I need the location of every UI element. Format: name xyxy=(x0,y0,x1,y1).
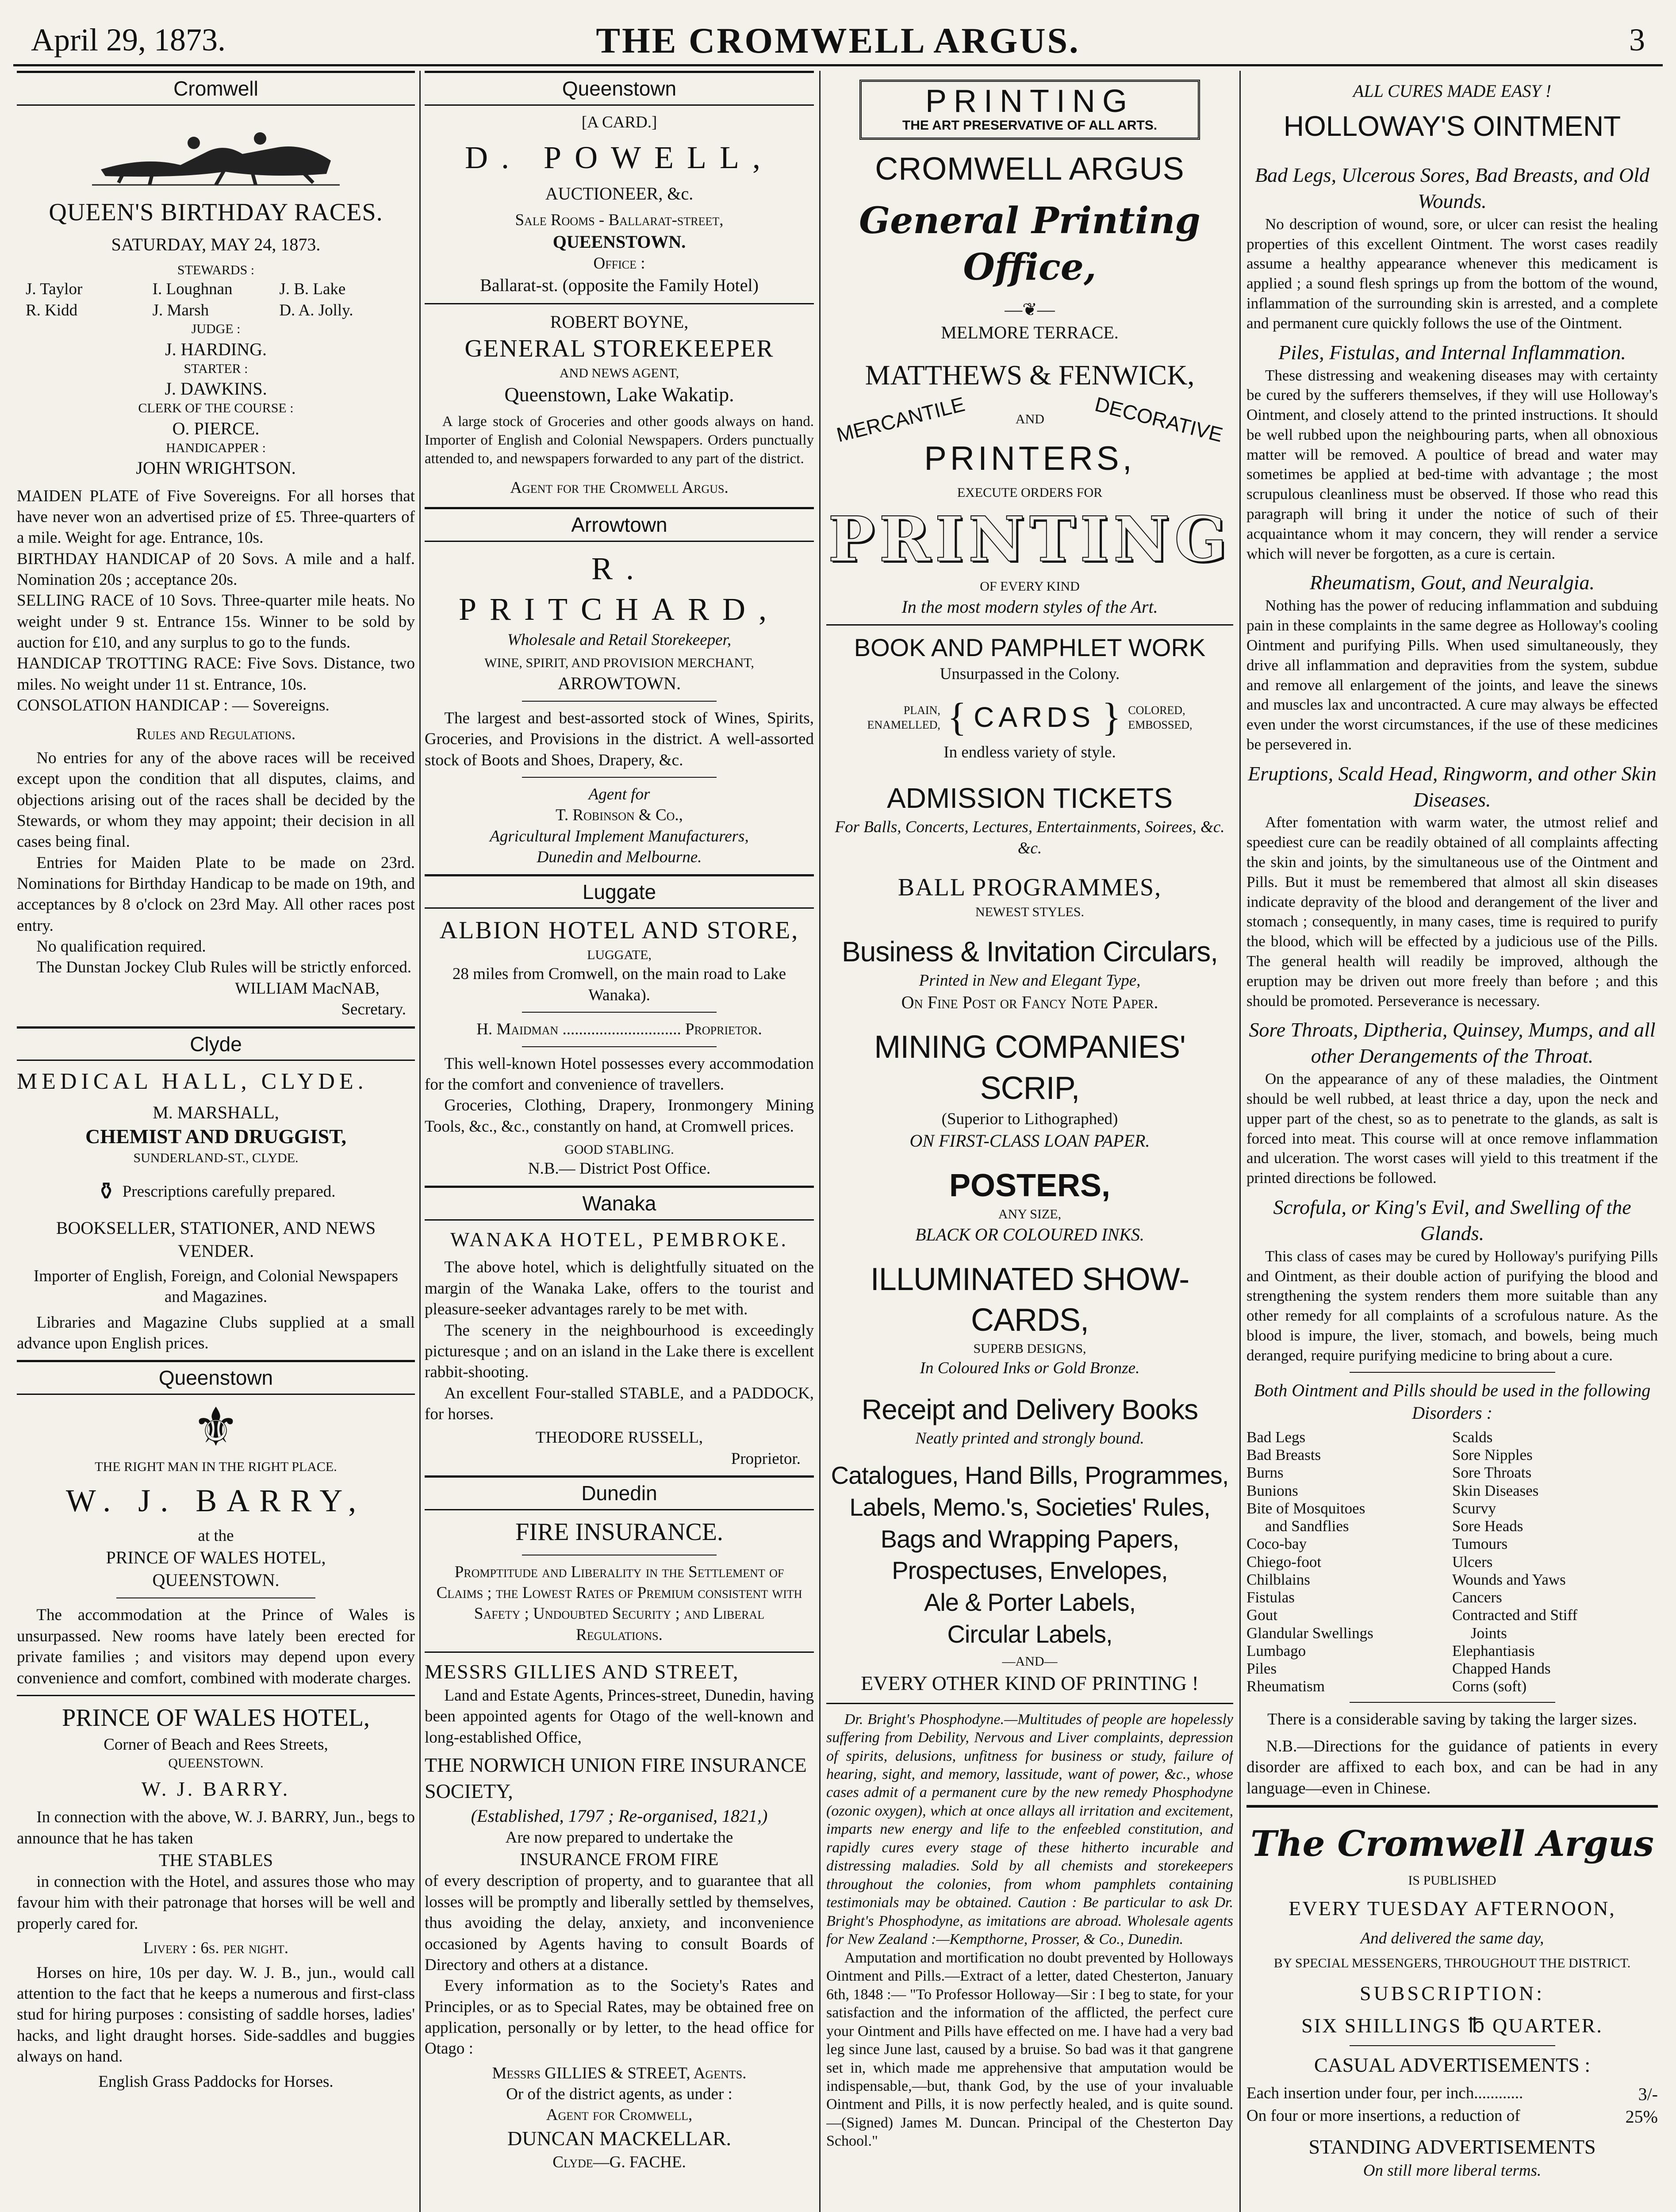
gold-bronze: In Coloured Inks or Gold Bronze. xyxy=(920,1359,1140,1377)
medical-hall-title: MEDICAL HALL, CLYDE. xyxy=(17,1069,368,1094)
norwich-agent-for: Agent for Cromwell, xyxy=(546,2106,693,2124)
matthews-fenwick: MATTHEWS & FENWICK, xyxy=(865,359,1195,391)
steward: I. Loughnan xyxy=(152,280,233,299)
norwich-text: of every description of property, and to guarantee that all losses will be promptly and liberally settled by themselves, thus avoiding the delay, anxiety, and inconvenience occasioned by Agents having to consult Boards of Directory and others at a distance. xyxy=(425,1872,814,1974)
barry-motto: THE RIGHT MAN IN THE RIGHT PLACE. xyxy=(95,1459,337,1475)
chemist-name: M. MARSHALL, xyxy=(153,1102,279,1122)
rules-text: Entries for Maiden Plate to be made on 23rd. Nominations for Birthday Handicap to be made on 19th, and acceptances by 8 o'clock on 23rd May. All other races post entry. xyxy=(17,853,415,935)
newest-styles: NEWEST STYLES. xyxy=(975,904,1085,919)
is-published: IS PUBLISHED xyxy=(1408,1873,1496,1888)
ball-programmes: BALL PROGRAMMES, xyxy=(897,873,1162,901)
mining-scrip: MINING COMPANIES' SCRIP, xyxy=(874,1029,1185,1106)
posters: POSTERS, xyxy=(949,1168,1111,1204)
disorder-item: and Sandflies xyxy=(1265,1517,1349,1535)
rules-text: The Dunstan Jockey Club Rules will be strictly enforced. xyxy=(36,958,412,977)
admission-for: For Balls, Concerts, Lectures, Entertainments, Soirees, &c. &c. xyxy=(835,818,1225,857)
column-rule xyxy=(419,71,421,2212)
section-heading: Dunedin xyxy=(425,1475,814,1510)
race-selling: SELLING RACE of 10 Sovs. Three-quarter mile heats. No weight under 9 st. Entrance 15s. Winner to be sold by auction for £10, and any surplus to go to the funds. xyxy=(17,591,415,652)
wanaka-proprietor: THEODORE RUSSELL, xyxy=(535,1429,703,1447)
wanaka-text3: An excellent Four-stalled STABLE, and a PADDOCK, for horses. xyxy=(425,1384,814,1423)
racehorse-engraving xyxy=(17,112,415,192)
powell-office: Office : xyxy=(593,254,645,273)
every-tuesday: EVERY TUESDAY AFTERNOON, xyxy=(1289,1897,1616,1920)
secretary-title: Secretary. xyxy=(341,1000,406,1019)
printing-banner-sub: THE ART PRESERVATIVE OF ALL ARTS. xyxy=(902,118,1158,133)
disorder-item: Sore Heads xyxy=(1452,1517,1523,1535)
holloway-para: These distressing and weakening diseases may with certainty be cured by the sufferers themselves, if they will use Holloway's Ointment, and closely attend to the printed instructions. It should be well rubbed upon the neighbouring parts, when all obnoxious matter will be removed. A poultice of bread and water may sometimes be applied at bed-time with advantage ; the most scrupulous cleanliness must be observed. If those who read this paragraph will bring it under the notice of such of their acquaintance whom it may concern, they will render a service which will never be forgotten, as a cure is certain. xyxy=(1246,366,1658,562)
pritchard-robinson: T. Robinson & Co., xyxy=(556,806,683,825)
race-trotting: HANDICAP TROTTING RACE: Five Sovs. Distance, two miles. No weight under 11 st. Entrance, 10s. xyxy=(17,654,415,694)
disorders-left xyxy=(1246,1429,1452,1696)
race-consolation: CONSOLATION HANDICAP : — Sovereigns. xyxy=(17,696,330,715)
fire-text: Promptitude and Liberality in the Settlement of Claims ; the Lowest Rates of Premium consistent with Safety ; Undoubted Security ; and Liberal Regulations. xyxy=(436,1563,802,1644)
column-2 xyxy=(425,71,814,2212)
pw-text3: Horses on hire, 10s per day. W. J. B., jun., would call attention to the fact that he keeps a numerous and first-class stud for hiring purposes : consisting of saddle horses, ladies' hacks, and light draught horses. Side-saddles and buggies always on hand. xyxy=(17,1963,415,2066)
fire-insurance-title: FIRE INSURANCE. xyxy=(515,1518,723,1546)
barry-name: W. J. BARRY, xyxy=(65,1482,366,1518)
boyne-town: Queenstown, Lake Wakatip. xyxy=(504,383,734,406)
post-paper: On Fine Post or Fancy Note Paper. xyxy=(901,992,1158,1013)
section-heading: Cromwell xyxy=(17,71,415,106)
holloway-para: Nothing has the power of reducing inflammation and subduing pain in these complaints in the same degree as Holloway's cooling Ointment and purifying Pills. When used simultaneously, they drive all inflammation and depravities from the system, subdue and remove all enlargement of the joints, and leave the sinews and muscles lax and uncontracted. A cure may always be effected even under the worst circumstances, if the use of these medicines be persevered in. xyxy=(1246,597,1658,753)
rules-text: No qualification required. xyxy=(36,937,206,956)
pritchard-cities: Dunedin and Melbourne. xyxy=(537,848,702,867)
norwich-mackellar: DUNCAN MACKELLAR. xyxy=(507,2127,731,2150)
every-other-printing: EVERY OTHER KIND OF PRINTING ! xyxy=(861,1671,1199,1694)
barry-text: The accommodation at the Prince of Wales is unsurpassed. New rooms have lately been erected for private families ; and visitors may depend upon every convenience and comfort, combined with moderate charges. xyxy=(17,1606,415,1687)
clerk-name: O. PIERCE. xyxy=(172,418,260,438)
enamelled-label: ENAMELLED, xyxy=(867,718,940,731)
boyne-trade: GENERAL STOREKEEPER xyxy=(464,334,774,362)
pw-text2: in connection with the Hotel, and assures those who may favour him with their patronage that horses will be well and properly cared for. xyxy=(17,1873,415,1933)
steward: D. A. Jolly. xyxy=(279,301,353,319)
column-rule xyxy=(819,71,821,2212)
powell-rooms: Sale Rooms - Ballarat-street, xyxy=(515,211,724,229)
colored-label: COLORED, xyxy=(1128,703,1185,717)
holloway-heading: Scrofula, or King's Evil, and Swelling of the Glands. xyxy=(1273,1195,1631,1244)
casual-rate-row xyxy=(1246,2083,1658,2105)
holloway-para: On the appearance of any of these maladies, the Ointment should be well rubbed, at least thrice a day, upon the neck and upper part of the chest, so as to penetrate to the glands, as salt is forced into meat. This course will at once remove inflammation and ulceration. The worst cases will yield to this treatment if the printed directions be followed. xyxy=(1246,1070,1658,1187)
races-date: SATURDAY, MAY 24, 1873. xyxy=(111,234,321,254)
any-size: ANY SIZE, xyxy=(998,1207,1062,1222)
holloway-para: After fomentation with warm water, the utmost relief and speediest cure can be readily obtained of all complaints affecting the skin and joints, by the simultaneous use of the Ointment and Pills. But it must be remembered that almost all skin diseases indicate depravity of the blood and derangement of the liver and stomach ; consequently, in many cases, time is required to purify the blood, which will be effected by a judicious use of the Pills. The general health will readily be improved, although the eruption may be driven out more freely than before ; and this should be promoted. Perseverance is necessary. xyxy=(1246,814,1658,1010)
disorder-item: Skin Diseases xyxy=(1452,1482,1539,1499)
rules-text: No entries for any of the above races will be received except upon the condition that all disputes, claims, and objections arising out of the races shall be decided by the Stewards, or whom they may appoint; their decision in all cases being final. xyxy=(17,749,415,851)
gillies-title: MESSRS GILLIES AND STREET, xyxy=(425,1660,739,1683)
reduction-row xyxy=(1246,2105,1658,2128)
pw-name: W. J. BARRY. xyxy=(141,1778,291,1801)
execute-orders: EXECUTE ORDERS FOR xyxy=(957,485,1103,500)
endless-variety: In endless variety of style. xyxy=(943,743,1116,761)
wanaka-title: WANAKA HOTEL, PEMBROKE. xyxy=(450,1228,789,1251)
norwich-established: (Established, 1797 ; Re-organised, 1821,) xyxy=(471,1805,768,1826)
prescriptions-line xyxy=(17,1176,415,1207)
pw-text: In connection with the above, W. J. BARRY, Jun., begs to announce that he has taken xyxy=(17,1808,415,1847)
norwich-text2: Every information as to the Society's Rates and Principles, or as to Special Rates, may be obtained free on application, personally or by letter, to the head office for Otago : xyxy=(425,1977,814,2058)
albion-post-office: N.B.— District Post Office. xyxy=(528,1160,711,1178)
section-heading: Arrowtown xyxy=(425,507,814,542)
disorder-item: Bad Legs xyxy=(1246,1428,1306,1446)
powell-address: Ballarat-st. (opposite the Family Hotel) xyxy=(480,275,759,296)
rules-heading: Rules and Regulations. xyxy=(136,725,296,744)
subscription-label: SUBSCRIPTION: xyxy=(1360,1982,1545,2005)
printing-list-item: Bags and Wrapping Papers, xyxy=(880,1525,1179,1553)
starter-label: STARTER : xyxy=(184,361,248,376)
amputation-ad: Amputation and mortification no doubt prevented by Holloways Ointment and Pills.—Extract of a letter, dated Chesterton, January 6th, 1848 :— "To Professor Holloway—Sir : I beg to state, for your satisfaction and the information of the afflicted, the perfect cure your Ointment and Pills have effected on me. I have had a very bad leg since June last, caused by a bruise. So bad was it that gangrene set in, which made me apprehensive that amputation would be indispensable,—but, thank God, by the use of your invaluable Ointment and Pills, it is now perfectly healed, and is quite sound.—(Signed) James M. Duncan. Principal of the Chesterton Day School." xyxy=(826,1949,1233,2150)
disorders-right xyxy=(1452,1429,1658,1696)
loan-paper: ON FIRST-CLASS LOAN PAPER. xyxy=(909,1131,1150,1151)
pritchard-agent: Agent for xyxy=(588,785,650,804)
saving-note: There is a considerable saving by taking the larger sizes. xyxy=(1267,1710,1637,1728)
prince-of-wales-feathers-icon: ⚜ xyxy=(192,1398,240,1457)
disorder-item: Coco-bay xyxy=(1246,1535,1307,1553)
elegant-type: Printed in New and Elegant Type, xyxy=(919,971,1141,990)
judge-label: JUDGE : xyxy=(191,322,241,337)
section-heading: Queenstown xyxy=(17,1360,415,1395)
decorative-label: DECORATIVE xyxy=(1093,392,1226,446)
mortar-pestle-icon: ⚱ xyxy=(96,1178,116,1205)
disorder-item: Gout xyxy=(1246,1606,1277,1624)
holloway-heading: Eruptions, Scald Head, Ringworm, and other Skin Diseases. xyxy=(1248,762,1657,811)
printing-list xyxy=(826,1459,1233,1650)
holloway-heading: Sore Throats, Diptheria, Quinsey, Mumps, and all other Derangements of the Throat. xyxy=(1249,1018,1656,1068)
disorder-item: Corns (soft) xyxy=(1452,1678,1527,1695)
argus-publisher-title: The Cromwell Argus xyxy=(1250,1823,1654,1865)
special-messengers: BY SPECIAL MESSENGERS, THROUGHOUT THE DISTRICT. xyxy=(1273,1956,1631,1971)
phosphodyne-ad: Dr. Bright's Phosphodyne.—Multitudes of people are hopelessly suffering from Debility, Nervous and Liver complaints, depression of spirits, delusions, unfitness for business or study, failure of hearing, sight, and memory, lassitude, want of power, &c., whose cases admit of a permanent cure by the new remedy Phosphodyne (ozonic oxygen), which at once allays all irritation and excitement, imparts new energy and life to the enfeebled constitution, and rapidly cures every stage of these hitherto incurable and distressing maladies. Sold by all chemists and storekeepers throughout the colonies, from whom pamphlets containing testimonials may be obtained. Caution : Be particular to ask Dr. Bright's Phosphodyne, as imitations are abroad. Wholesale agents for New Zealand :—Kempthorne, Prosser, & Co., Dunedin. xyxy=(826,1711,1233,1948)
barry-at: at the xyxy=(198,1526,234,1545)
holloway-heading: Piles, Fistulas, and Internal Inflammation. xyxy=(1278,341,1626,364)
subscription-price: SIX SHILLINGS ℔ QUARTER. xyxy=(1301,2014,1603,2037)
reduction-label: On four or more insertions, a reduction of xyxy=(1246,2107,1520,2125)
issue-date: April 29, 1873. xyxy=(31,22,226,58)
superior-litho: (Superior to Lithographed) xyxy=(941,1110,1118,1128)
races-title: QUEEN'S BIRTHDAY RACES. xyxy=(49,199,383,227)
mercantile-label: MERCANTILE xyxy=(834,392,967,446)
reduction-value: 25% xyxy=(1625,2107,1658,2127)
handicapper-name: JOHN WRIGHTSON. xyxy=(136,458,296,478)
and-label: AND xyxy=(1015,411,1044,426)
pw-corner: Corner of Beach and Rees Streets, xyxy=(104,1735,328,1754)
powell-town: QUEENSTOWN. xyxy=(552,231,686,252)
steward: J. Marsh xyxy=(152,301,209,319)
boyne-agent-argus: Agent for the Cromwell Argus. xyxy=(510,478,729,497)
stewards-list xyxy=(17,279,415,321)
importer-line: Importer of English, Foreign, and Colonial Newspapers and Magazines. xyxy=(33,1267,399,1306)
holloway-title: HOLLOWAY'S OINTMENT xyxy=(1283,110,1621,142)
pritchard-text: The largest and best-assorted stock of Wines, Spirits, Groceries, and Provisions in the district. A well-assorted stock of Boots and Shoes, Drapery, &c. xyxy=(425,709,814,769)
illuminated-showcards: ILLUMINATED SHOW-CARDS, xyxy=(870,1261,1189,1338)
disorder-item: Scurvy xyxy=(1452,1499,1496,1517)
casual-rate-label: Each insertion under four, per inch............ xyxy=(1246,2084,1523,2103)
receipt-books: Receipt and Delivery Books xyxy=(861,1394,1198,1426)
disorder-item: Bite of Mosquitoes xyxy=(1246,1499,1365,1517)
barry-hotel: PRINCE OF WALES HOTEL, xyxy=(106,1548,326,1568)
disorder-item: Glandular Swellings xyxy=(1246,1624,1373,1642)
superb-designs: SUPERB DESIGNS, xyxy=(973,1341,1086,1356)
norwich-insurance: INSURANCE FROM FIRE xyxy=(520,1849,719,1870)
albion-text: This well-known Hotel possesses every accommodation for the comfort and convenience of travellers. xyxy=(425,1054,814,1094)
starter-name: J. DAWKINS. xyxy=(165,379,267,399)
disorder-item: Chapped Hands xyxy=(1452,1660,1551,1678)
every-kind: OF EVERY KIND xyxy=(980,579,1080,594)
powell-trade: AUCTIONEER, &c. xyxy=(545,184,694,204)
disorder-item: Bad Breasts xyxy=(1246,1446,1321,1464)
printing-list-item: Circular Labels, xyxy=(947,1620,1112,1648)
business-circulars: Business & Invitation Circulars, xyxy=(841,935,1218,968)
liberal-terms: On still more liberal terms. xyxy=(1363,2162,1542,2180)
cards-left xyxy=(867,703,940,733)
pritchard-trade: Wholesale and Retail Storekeeper, xyxy=(507,631,732,649)
disorder-item: Sore Throats xyxy=(1452,1464,1532,1482)
albion-stabling: GOOD STABLING. xyxy=(564,1142,674,1157)
wanaka-text: The above hotel, which is delightfully situated on the margin of the Wanaka Lake, offers to the tourist and pleasure-seeker advantages rarely to be met with. xyxy=(425,1258,814,1319)
cards-title: CARDS xyxy=(974,701,1095,733)
column-3 xyxy=(826,71,1233,2212)
general-printing-office: General Printing Office, xyxy=(859,199,1200,288)
page-number: 3 xyxy=(1629,22,1645,58)
secretary-name: WILLIAM MacNAB, xyxy=(235,979,380,998)
section-heading: Queenstown xyxy=(425,71,814,106)
handicapper-label: HANDICAPPER : xyxy=(166,440,266,455)
section-heading: Luggate xyxy=(425,874,814,909)
pritchard-implements: Agricultural Implement Manufacturers, xyxy=(490,827,749,845)
pw-title: PRINCE OF WALES HOTEL, xyxy=(62,1704,370,1732)
column-rule xyxy=(1239,71,1241,2212)
stewards-label: STEWARDS : xyxy=(177,263,255,278)
pritchard-name: R. PRITCHARD, xyxy=(458,550,780,627)
printing-title: PRINTING xyxy=(828,503,1232,576)
disorder-item: Cancers xyxy=(1452,1589,1502,1606)
disorder-item: Tumours xyxy=(1452,1535,1508,1553)
disorder-item: Scalds xyxy=(1452,1428,1493,1446)
pw-grass: English Grass Paddocks for Horses. xyxy=(98,2073,334,2091)
printing-list-item: Prospectuses, Envelopes, xyxy=(892,1556,1168,1585)
disorders-list xyxy=(1246,1429,1658,1696)
race-maiden: MAIDEN PLATE of Five Sovereigns. For all horses that have never won an advertised prize of £5. Three-quarters of a mile. Weight for age. Entrance, 10s. xyxy=(17,487,415,547)
argus-title: CROMWELL ARGUS xyxy=(875,151,1185,187)
steward: R. Kidd xyxy=(26,301,78,319)
chemist-address: SUNDERLAND-ST., CLYDE. xyxy=(133,1150,299,1165)
judge-name: J. HARDING. xyxy=(165,339,267,359)
pritchard-town: ARROWTOWN. xyxy=(557,673,681,693)
section-heading: Wanaka xyxy=(425,1186,814,1221)
admission-tickets: ADMISSION TICKETS xyxy=(886,782,1173,814)
delivered-same-day: And delivered the same day, xyxy=(1360,1929,1544,1947)
disorder-item: Chiego-foot xyxy=(1246,1553,1322,1571)
disorder-item: Wounds and Yaws xyxy=(1452,1571,1566,1588)
column-4 xyxy=(1246,71,1658,2212)
casual-ads: CASUAL ADVERTISEMENTS : xyxy=(1314,2054,1591,2077)
norwich-title: THE NORWICH UNION FIRE INSURANCE SOCIETY, xyxy=(425,1753,807,1802)
casual-rate-value: 3/- xyxy=(1638,2084,1658,2104)
printers-title: PRINTERS, xyxy=(924,439,1135,477)
albion-text2: Groceries, Clothing, Drapery, Ironmongery Mining Tools, &c., &c., constantly on hand, at Cromwell prices. xyxy=(425,1096,814,1136)
column-1 xyxy=(17,71,415,2212)
boyne-agent: AND NEWS AGENT, xyxy=(559,365,679,380)
gillies-text: Land and Estate Agents, Princes-street, Dunedin, having been appointed agents for Otago of the well-known and long-established Office, xyxy=(425,1686,814,1747)
disorder-item: Ulcers xyxy=(1452,1553,1493,1571)
wanaka-proprietor-title: Proprietor. xyxy=(731,1449,801,1468)
inks: BLACK OR COLOURED INKS. xyxy=(915,1224,1144,1244)
disorder-item: Bunions xyxy=(1246,1482,1298,1499)
albion-town: LUGGATE, xyxy=(587,948,652,963)
standing-ads: STANDING ADVERTISEMENTS xyxy=(1308,2135,1596,2158)
section-heading: Clyde xyxy=(17,1026,415,1061)
printing-banner-title: PRINTING xyxy=(925,84,1134,119)
bookseller-line: BOOKSELLER, STATIONER, AND NEWS VENDER. xyxy=(56,1218,376,1261)
norwich-agents: Messrs GILLIES & STREET, Agents. xyxy=(492,2064,747,2082)
all-cures: ALL CURES MADE EASY ! xyxy=(1353,81,1552,101)
pw-stables: THE STABLES xyxy=(159,1850,273,1870)
disorder-item: Lumbago xyxy=(1246,1642,1306,1659)
book-pamphlet: BOOK AND PAMPHLET WORK xyxy=(854,633,1206,661)
racehorse-icon xyxy=(92,112,340,187)
steward: J. Taylor xyxy=(26,280,83,299)
disorder-item: Elephantiasis xyxy=(1452,1642,1535,1659)
pw-town: QUEENSTOWN. xyxy=(168,1755,264,1770)
wanaka-text2: The scenery in the neighbourhood is exceedingly picturesque ; and on an island in the Lake there is excellent rabbit-shooting. xyxy=(425,1321,814,1382)
masthead xyxy=(13,13,1663,66)
albion-distance: 28 miles from Cromwell, on the main road to Lake Wanaka). xyxy=(452,965,786,1004)
clerk-label: CLERK OF THE COURSE : xyxy=(138,401,294,416)
disorder-item: Rheumatism xyxy=(1246,1678,1325,1695)
barry-town: QUEENSTOWN. xyxy=(152,1570,280,1590)
pritchard-wine: WINE, SPIRIT, AND PROVISION MERCHANT, xyxy=(484,656,754,671)
prescriptions-text: Prescriptions carefully prepared. xyxy=(122,1183,336,1201)
directions-note: N.B.—Directions for the guidance of patients in every disorder are affixed to each box, and can be had in any language—even in Chinese. xyxy=(1246,1737,1658,1797)
embossed-label: EMBOSSED, xyxy=(1128,718,1193,731)
modern-styles: In the most modern styles of the Art. xyxy=(901,596,1158,617)
chemist-trade: CHEMIST AND DRUGGIST, xyxy=(85,1125,347,1148)
disorder-item: Fistulas xyxy=(1246,1589,1295,1606)
boyne-text: A large stock of Groceries and other goods always on hand. Importer of English and Colonial Newspapers. Orders punctually attended to, and newspapers forwarded to any part of the district. xyxy=(425,413,814,467)
holloway-heading: Bad Legs, Ulcerous Sores, Bad Breasts, and Old Wounds. xyxy=(1255,164,1649,212)
and-divider: —AND— xyxy=(1002,1654,1058,1669)
card-label: [A CARD.] xyxy=(581,113,657,131)
disorder-item: Burns xyxy=(1246,1464,1284,1482)
norwich-district: Or of the district agents, as under : xyxy=(506,2085,733,2104)
disorder-item: Joints xyxy=(1471,1624,1507,1642)
cards-right xyxy=(1128,703,1192,733)
neatly-bound: Neatly printed and strongly bound. xyxy=(915,1429,1144,1448)
race-birthday: BIRTHDAY HANDICAP of 20 Sovs. A mile and a half. Nomination 20s ; acceptance 20s. xyxy=(17,549,415,589)
plain-label: PLAIN, xyxy=(903,703,940,717)
steward: J. B. Lake xyxy=(279,280,346,299)
newspaper-title: THE CROMWELL ARGUS. xyxy=(596,20,1080,61)
norwich-clyde: Clyde—G. FACHE. xyxy=(552,2153,686,2171)
norwich-prepared: Are now prepared to undertake the xyxy=(505,1828,733,1847)
melmore-terrace: MELMORE TERRACE. xyxy=(941,322,1119,342)
holloway-heading: Rheumatism, Gout, and Neuralgia. xyxy=(1310,571,1595,594)
cards-line: PLAIN, ENAMELLED, { CARDS } COLORED, EMBOSSED, xyxy=(867,695,1193,739)
disorder-item: Chilblains xyxy=(1246,1571,1310,1588)
holloway-para: No description of wound, sore, or ulcer can resist the healing properties of this excellent Ointment. The worst cases readily assume a healthy appearance whenever this medicament is applied ; a sound flesh springs up from the bottom of the wound, inflammation of the surrounding skin is arrested, and a complete and permanent cure quickly follows the use of the Ointment. xyxy=(1246,215,1658,332)
pw-livery: Livery : 6s. per night. xyxy=(143,1939,288,1958)
mercantile-decorative xyxy=(826,392,1233,446)
ornament-icon: —❦— xyxy=(1005,300,1055,320)
printing-banner xyxy=(859,80,1200,140)
disorder-item: Contracted and Stiff xyxy=(1452,1606,1578,1624)
albion-proprietor: H. Maidman ............................. Proprietor. xyxy=(476,1020,762,1039)
disorder-item: Piles xyxy=(1246,1660,1277,1678)
powell-name: D. POWELL, xyxy=(465,140,774,176)
libraries-line: Libraries and Magazine Clubs supplied at a small advance upon English prices. xyxy=(17,1313,415,1352)
holloway-para: This class of cases may be cured by Holloway's purifying Pills and Ointment, as their double action of purifying the blood and strengthening the system renders them more suitable than any other remedy for all complaints of a scrofulous nature. As the blood is impure, the liver, stomach, and bowels, being much deranged, require purifying medicine to bring about a cure. xyxy=(1246,1247,1658,1364)
disorders-heading: Both Ointment and Pills should be used in the following Disorders : xyxy=(1254,1380,1651,1423)
printing-list-item: Ale & Porter Labels, xyxy=(924,1588,1136,1616)
printing-list-item: Labels, Memo.'s, Societies' Rules, xyxy=(849,1493,1210,1521)
boyne-name: ROBERT BOYNE, xyxy=(550,311,689,332)
albion-title: ALBION HOTEL AND STORE, xyxy=(439,917,799,945)
disorder-item: Sore Nipples xyxy=(1452,1446,1533,1464)
unsurpassed: Unsurpassed in the Colony. xyxy=(940,664,1120,683)
printing-list-item: Catalogues, Hand Bills, Programmes, xyxy=(831,1461,1229,1490)
